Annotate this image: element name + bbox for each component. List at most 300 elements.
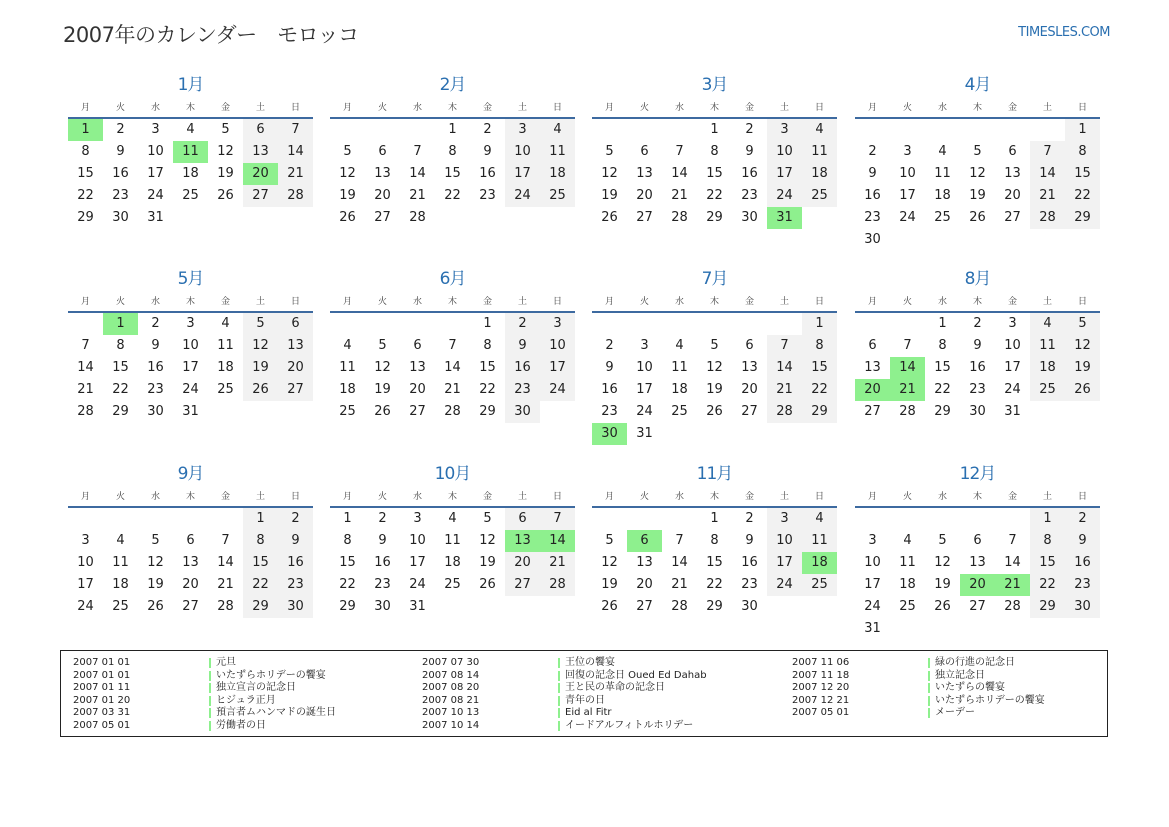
day-cell[interactable]: 10	[147, 144, 164, 159]
day-cell[interactable]: 27	[864, 404, 881, 419]
day-cell[interactable]: 6	[973, 533, 982, 548]
day-cell[interactable]: 17	[409, 555, 426, 570]
day-cell[interactable]: 18	[217, 360, 234, 375]
day-cell[interactable]: 21	[409, 188, 426, 203]
day-cell[interactable]: 16	[864, 188, 881, 203]
day-cell[interactable]: 22	[706, 188, 723, 203]
day-cell[interactable]: 9	[973, 338, 982, 353]
day-cell[interactable]: 29	[1030, 596, 1065, 618]
day-cell[interactable]: 19	[243, 357, 278, 379]
day-cell[interactable]: 11	[899, 555, 916, 570]
day-cell[interactable]: 3	[868, 533, 877, 548]
day-cell[interactable]: 20	[374, 188, 391, 203]
day-cell[interactable]: 30	[741, 210, 758, 225]
day-cell[interactable]: 25	[217, 382, 234, 397]
day-cell[interactable]: 12	[479, 533, 496, 548]
day-cell[interactable]: 15	[934, 360, 951, 375]
day-cell[interactable]: 16	[374, 555, 391, 570]
day-cell[interactable]: 21	[217, 577, 234, 592]
day-cell[interactable]: 15	[444, 166, 461, 181]
day-cell[interactable]: 23	[864, 210, 881, 225]
day-cell[interactable]: 22	[444, 188, 461, 203]
day-cell[interactable]: 27	[278, 379, 313, 401]
day-cell[interactable]: 11	[339, 360, 356, 375]
day-cell[interactable]: 24	[409, 577, 426, 592]
day-cell[interactable]: 13	[1004, 166, 1021, 181]
day-cell[interactable]: 13	[636, 555, 653, 570]
day-cell[interactable]: 27	[243, 185, 278, 207]
day-cell[interactable]: 7	[1030, 141, 1065, 163]
day-cell[interactable]: 9	[378, 533, 387, 548]
day-cell[interactable]: 15	[479, 360, 496, 375]
day-cell[interactable]: 22	[706, 577, 723, 592]
day-cell[interactable]: 5	[221, 122, 230, 137]
day-cell[interactable]: 10	[767, 141, 802, 163]
day-cell[interactable]: 30	[864, 232, 881, 247]
day-cell[interactable]: 26	[374, 404, 391, 419]
day-cell[interactable]: 8	[243, 530, 278, 552]
day-cell[interactable]: 12	[601, 166, 618, 181]
day-cell[interactable]: 13	[278, 335, 313, 357]
day-cell[interactable]: 16	[278, 552, 313, 574]
day-cell[interactable]: 22	[112, 382, 129, 397]
day-cell[interactable]: 10	[182, 338, 199, 353]
day-cell[interactable]: 20	[960, 574, 995, 596]
day-cell[interactable]: 5	[605, 144, 614, 159]
day-cell[interactable]: 7	[903, 338, 912, 353]
day-cell[interactable]: 27	[182, 599, 199, 614]
day-cell[interactable]: 26	[217, 188, 234, 203]
day-cell[interactable]: 11	[444, 533, 461, 548]
day-cell[interactable]: 10	[767, 530, 802, 552]
day-cell[interactable]: 2	[745, 122, 754, 137]
day-cell[interactable]: 6	[243, 119, 278, 141]
day-cell[interactable]: 20	[1004, 188, 1021, 203]
day-cell[interactable]: 21	[77, 382, 94, 397]
day-cell[interactable]: 2	[745, 511, 754, 526]
day-cell[interactable]: 13	[409, 360, 426, 375]
day-cell[interactable]: 25	[112, 599, 129, 614]
day-cell[interactable]: 3	[540, 313, 575, 335]
day-cell[interactable]: 30	[374, 599, 391, 614]
day-cell[interactable]: 13	[505, 530, 540, 552]
day-cell[interactable]: 20	[182, 577, 199, 592]
day-cell[interactable]: 31	[409, 599, 426, 614]
day-cell[interactable]: 30	[278, 596, 313, 618]
day-cell[interactable]: 2	[483, 122, 492, 137]
day-cell[interactable]: 31	[636, 426, 653, 441]
day-cell[interactable]: 28	[671, 599, 688, 614]
day-cell[interactable]: 25	[1030, 379, 1065, 401]
day-cell[interactable]: 9	[745, 144, 754, 159]
day-cell[interactable]: 12	[339, 166, 356, 181]
day-cell[interactable]: 22	[802, 379, 837, 401]
day-cell[interactable]: 15	[339, 555, 356, 570]
day-cell[interactable]: 24	[1004, 382, 1021, 397]
day-cell[interactable]: 15	[112, 360, 129, 375]
day-cell[interactable]: 8	[710, 144, 719, 159]
day-cell[interactable]: 4	[448, 511, 457, 526]
day-cell[interactable]: 20	[636, 188, 653, 203]
day-cell[interactable]: 5	[1065, 313, 1100, 335]
day-cell[interactable]: 25	[182, 188, 199, 203]
day-cell[interactable]: 13	[741, 360, 758, 375]
day-cell[interactable]: 19	[1065, 357, 1100, 379]
day-cell[interactable]: 20	[855, 379, 890, 401]
day-cell[interactable]: 8	[81, 144, 90, 159]
day-cell[interactable]: 20	[278, 357, 313, 379]
day-cell[interactable]: 3	[505, 119, 540, 141]
day-cell[interactable]: 15	[77, 166, 94, 181]
day-cell[interactable]: 28	[540, 574, 575, 596]
day-cell[interactable]: 5	[151, 533, 160, 548]
day-cell[interactable]: 10	[77, 555, 94, 570]
day-cell[interactable]: 19	[706, 382, 723, 397]
day-cell[interactable]: 8	[938, 338, 947, 353]
day-cell[interactable]: 10	[409, 533, 426, 548]
day-cell[interactable]: 16	[741, 555, 758, 570]
day-cell[interactable]: 23	[1065, 574, 1100, 596]
day-cell[interactable]: 2	[973, 316, 982, 331]
day-cell[interactable]: 2	[505, 313, 540, 335]
day-cell[interactable]: 9	[1065, 530, 1100, 552]
day-cell[interactable]: 31	[864, 621, 881, 636]
day-cell[interactable]: 14	[1004, 555, 1021, 570]
day-cell[interactable]: 13	[182, 555, 199, 570]
day-cell[interactable]: 26	[934, 599, 951, 614]
day-cell[interactable]: 16	[1065, 552, 1100, 574]
day-cell[interactable]: 25	[802, 185, 837, 207]
day-cell[interactable]: 1	[938, 316, 947, 331]
day-cell[interactable]: 17	[182, 360, 199, 375]
day-cell[interactable]: 20	[243, 163, 278, 185]
day-cell[interactable]: 21	[444, 382, 461, 397]
day-cell[interactable]: 24	[636, 404, 653, 419]
day-cell[interactable]: 13	[864, 360, 881, 375]
day-cell[interactable]: 30	[969, 404, 986, 419]
day-cell[interactable]: 26	[243, 379, 278, 401]
day-cell[interactable]: 31	[147, 210, 164, 225]
day-cell[interactable]: 16	[112, 166, 129, 181]
day-cell[interactable]: 11	[1030, 335, 1065, 357]
day-cell[interactable]: 12	[147, 555, 164, 570]
day-cell[interactable]: 25	[444, 577, 461, 592]
day-cell[interactable]: 19	[934, 577, 951, 592]
day-cell[interactable]: 18	[339, 382, 356, 397]
day-cell[interactable]: 1	[343, 511, 352, 526]
day-cell[interactable]: 28	[278, 185, 313, 207]
day-cell[interactable]: 15	[802, 357, 837, 379]
day-cell[interactable]: 5	[343, 144, 352, 159]
day-cell[interactable]: 31	[1004, 404, 1021, 419]
day-cell[interactable]: 7	[675, 144, 684, 159]
day-cell[interactable]: 25	[899, 599, 916, 614]
day-cell[interactable]: 17	[505, 163, 540, 185]
day-cell[interactable]: 24	[182, 382, 199, 397]
day-cell[interactable]: 24	[540, 379, 575, 401]
day-cell[interactable]: 17	[767, 552, 802, 574]
day-cell[interactable]: 14	[217, 555, 234, 570]
day-cell[interactable]: 9	[278, 530, 313, 552]
day-cell[interactable]: 14	[278, 141, 313, 163]
day-cell[interactable]: 22	[479, 382, 496, 397]
day-cell[interactable]: 13	[374, 166, 391, 181]
day-cell[interactable]: 19	[374, 382, 391, 397]
day-cell[interactable]: 18	[112, 577, 129, 592]
day-cell[interactable]: 28	[1030, 207, 1065, 229]
day-cell[interactable]: 26	[706, 404, 723, 419]
day-cell[interactable]: 27	[374, 210, 391, 225]
day-cell[interactable]: 4	[938, 144, 947, 159]
day-cell[interactable]: 22	[339, 577, 356, 592]
day-cell[interactable]: 30	[1065, 596, 1100, 618]
day-cell[interactable]: 24	[505, 185, 540, 207]
day-cell[interactable]: 10	[636, 360, 653, 375]
day-cell[interactable]: 22	[1030, 574, 1065, 596]
day-cell[interactable]: 14	[409, 166, 426, 181]
day-cell[interactable]: 7	[278, 119, 313, 141]
day-cell[interactable]: 23	[374, 577, 391, 592]
day-cell[interactable]: 27	[969, 599, 986, 614]
day-cell[interactable]: 23	[505, 379, 540, 401]
day-cell[interactable]: 28	[1004, 599, 1021, 614]
day-cell[interactable]: 13	[243, 141, 278, 163]
day-cell[interactable]: 14	[1030, 163, 1065, 185]
day-cell[interactable]: 30	[741, 599, 758, 614]
day-cell[interactable]: 29	[1065, 207, 1100, 229]
day-cell[interactable]: 29	[934, 404, 951, 419]
day-cell[interactable]: 21	[278, 163, 313, 185]
day-cell[interactable]: 7	[81, 338, 90, 353]
day-cell[interactable]: 21	[671, 188, 688, 203]
day-cell[interactable]: 27	[741, 404, 758, 419]
day-cell[interactable]: 12	[601, 555, 618, 570]
day-cell[interactable]: 7	[413, 144, 422, 159]
day-cell[interactable]: 5	[378, 338, 387, 353]
day-cell[interactable]: 3	[81, 533, 90, 548]
day-cell[interactable]: 14	[77, 360, 94, 375]
day-cell[interactable]: 18	[671, 382, 688, 397]
day-cell[interactable]: 25	[802, 574, 837, 596]
day-cell[interactable]: 7	[675, 533, 684, 548]
day-cell[interactable]: 6	[745, 338, 754, 353]
day-cell[interactable]: 30	[592, 423, 627, 445]
day-cell[interactable]: 22	[1065, 185, 1100, 207]
day-cell[interactable]: 27	[409, 404, 426, 419]
day-cell[interactable]: 19	[601, 577, 618, 592]
day-cell[interactable]: 18	[1030, 357, 1065, 379]
day-cell[interactable]: 2	[378, 511, 387, 526]
brand-link[interactable]: TIMESLES.COM	[1018, 25, 1110, 40]
day-cell[interactable]: 1	[710, 511, 719, 526]
day-cell[interactable]: 9	[151, 338, 160, 353]
day-cell[interactable]: 7	[540, 508, 575, 530]
day-cell[interactable]: 6	[413, 338, 422, 353]
day-cell[interactable]: 10	[540, 335, 575, 357]
day-cell[interactable]: 22	[243, 574, 278, 596]
day-cell[interactable]: 30	[147, 404, 164, 419]
day-cell[interactable]: 21	[540, 552, 575, 574]
day-cell[interactable]: 19	[969, 188, 986, 203]
day-cell[interactable]: 21	[890, 379, 925, 401]
day-cell[interactable]: 26	[601, 210, 618, 225]
day-cell[interactable]: 29	[339, 599, 356, 614]
day-cell[interactable]: 11	[802, 530, 837, 552]
day-cell[interactable]: 28	[444, 404, 461, 419]
day-cell[interactable]: 18	[182, 166, 199, 181]
day-cell[interactable]: 1	[802, 313, 837, 335]
day-cell[interactable]: 2	[1065, 508, 1100, 530]
day-cell[interactable]: 13	[636, 166, 653, 181]
day-cell[interactable]: 10	[505, 141, 540, 163]
day-cell[interactable]: 8	[483, 338, 492, 353]
day-cell[interactable]: 5	[605, 533, 614, 548]
day-cell[interactable]: 17	[147, 166, 164, 181]
day-cell[interactable]: 17	[767, 163, 802, 185]
day-cell[interactable]: 3	[186, 316, 195, 331]
day-cell[interactable]: 15	[1065, 163, 1100, 185]
day-cell[interactable]: 14	[767, 357, 802, 379]
day-cell[interactable]: 8	[1065, 141, 1100, 163]
day-cell[interactable]: 23	[112, 188, 129, 203]
day-cell[interactable]: 20	[505, 552, 540, 574]
day-cell[interactable]: 4	[540, 119, 575, 141]
day-cell[interactable]: 5	[243, 313, 278, 335]
day-cell[interactable]: 18	[802, 552, 837, 574]
day-cell[interactable]: 22	[934, 382, 951, 397]
day-cell[interactable]: 16	[969, 360, 986, 375]
day-cell[interactable]: 5	[483, 511, 492, 526]
day-cell[interactable]: 7	[1008, 533, 1017, 548]
day-cell[interactable]: 1	[103, 313, 138, 335]
day-cell[interactable]: 31	[767, 207, 802, 229]
day-cell[interactable]: 23	[741, 188, 758, 203]
day-cell[interactable]: 20	[409, 382, 426, 397]
day-cell[interactable]: 3	[903, 144, 912, 159]
day-cell[interactable]: 19	[601, 188, 618, 203]
day-cell[interactable]: 6	[378, 144, 387, 159]
day-cell[interactable]: 6	[186, 533, 195, 548]
day-cell[interactable]: 9	[745, 533, 754, 548]
day-cell[interactable]: 9	[505, 335, 540, 357]
day-cell[interactable]: 24	[767, 185, 802, 207]
day-cell[interactable]: 15	[1030, 552, 1065, 574]
day-cell[interactable]: 4	[1030, 313, 1065, 335]
day-cell[interactable]: 2	[605, 338, 614, 353]
day-cell[interactable]: 24	[147, 188, 164, 203]
day-cell[interactable]: 26	[969, 210, 986, 225]
day-cell[interactable]: 6	[640, 144, 649, 159]
day-cell[interactable]: 24	[77, 599, 94, 614]
day-cell[interactable]: 21	[1030, 185, 1065, 207]
day-cell[interactable]: 4	[116, 533, 125, 548]
day-cell[interactable]: 27	[636, 210, 653, 225]
day-cell[interactable]: 1	[68, 119, 103, 141]
day-cell[interactable]: 6	[627, 530, 662, 552]
day-cell[interactable]: 1	[448, 122, 457, 137]
day-cell[interactable]: 26	[479, 577, 496, 592]
day-cell[interactable]: 9	[605, 360, 614, 375]
day-cell[interactable]: 16	[479, 166, 496, 181]
day-cell[interactable]: 16	[741, 166, 758, 181]
day-cell[interactable]: 8	[116, 338, 125, 353]
day-cell[interactable]: 14	[540, 530, 575, 552]
day-cell[interactable]: 4	[903, 533, 912, 548]
day-cell[interactable]: 7	[221, 533, 230, 548]
day-cell[interactable]: 12	[706, 360, 723, 375]
day-cell[interactable]: 10	[899, 166, 916, 181]
day-cell[interactable]: 30	[505, 401, 540, 423]
day-cell[interactable]: 2	[278, 508, 313, 530]
day-cell[interactable]: 14	[890, 357, 925, 379]
day-cell[interactable]: 18	[802, 163, 837, 185]
day-cell[interactable]: 5	[710, 338, 719, 353]
day-cell[interactable]: 2	[868, 144, 877, 159]
day-cell[interactable]: 1	[1065, 119, 1100, 141]
day-cell[interactable]: 27	[505, 574, 540, 596]
day-cell[interactable]: 8	[710, 533, 719, 548]
day-cell[interactable]: 7	[767, 335, 802, 357]
day-cell[interactable]: 1	[483, 316, 492, 331]
day-cell[interactable]: 27	[636, 599, 653, 614]
day-cell[interactable]: 6	[505, 508, 540, 530]
day-cell[interactable]: 9	[116, 144, 125, 159]
day-cell[interactable]: 26	[601, 599, 618, 614]
day-cell[interactable]: 4	[343, 338, 352, 353]
day-cell[interactable]: 14	[444, 360, 461, 375]
day-cell[interactable]: 11	[112, 555, 129, 570]
day-cell[interactable]: 3	[1008, 316, 1017, 331]
day-cell[interactable]: 6	[868, 338, 877, 353]
day-cell[interactable]: 25	[339, 404, 356, 419]
day-cell[interactable]: 23	[147, 382, 164, 397]
day-cell[interactable]: 12	[969, 166, 986, 181]
day-cell[interactable]: 23	[741, 577, 758, 592]
day-cell[interactable]: 9	[483, 144, 492, 159]
day-cell[interactable]: 29	[706, 599, 723, 614]
day-cell[interactable]: 23	[601, 404, 618, 419]
day-cell[interactable]: 25	[671, 404, 688, 419]
day-cell[interactable]: 3	[151, 122, 160, 137]
day-cell[interactable]: 3	[767, 119, 802, 141]
day-cell[interactable]: 29	[77, 210, 94, 225]
day-cell[interactable]: 29	[243, 596, 278, 618]
day-cell[interactable]: 25	[540, 185, 575, 207]
day-cell[interactable]: 15	[706, 166, 723, 181]
day-cell[interactable]: 29	[112, 404, 129, 419]
day-cell[interactable]: 12	[934, 555, 951, 570]
day-cell[interactable]: 8	[343, 533, 352, 548]
day-cell[interactable]: 19	[217, 166, 234, 181]
day-cell[interactable]: 5	[973, 144, 982, 159]
day-cell[interactable]: 29	[479, 404, 496, 419]
day-cell[interactable]: 14	[671, 555, 688, 570]
day-cell[interactable]: 1	[710, 122, 719, 137]
day-cell[interactable]: 24	[864, 599, 881, 614]
day-cell[interactable]: 23	[969, 382, 986, 397]
day-cell[interactable]: 26	[339, 210, 356, 225]
day-cell[interactable]: 30	[112, 210, 129, 225]
day-cell[interactable]: 31	[182, 404, 199, 419]
day-cell[interactable]: 4	[221, 316, 230, 331]
day-cell[interactable]: 21	[671, 577, 688, 592]
day-cell[interactable]: 28	[409, 210, 426, 225]
day-cell[interactable]: 16	[601, 382, 618, 397]
day-cell[interactable]: 8	[802, 335, 837, 357]
day-cell[interactable]: 11	[671, 360, 688, 375]
day-cell[interactable]: 6	[1008, 144, 1017, 159]
day-cell[interactable]: 11	[217, 338, 234, 353]
